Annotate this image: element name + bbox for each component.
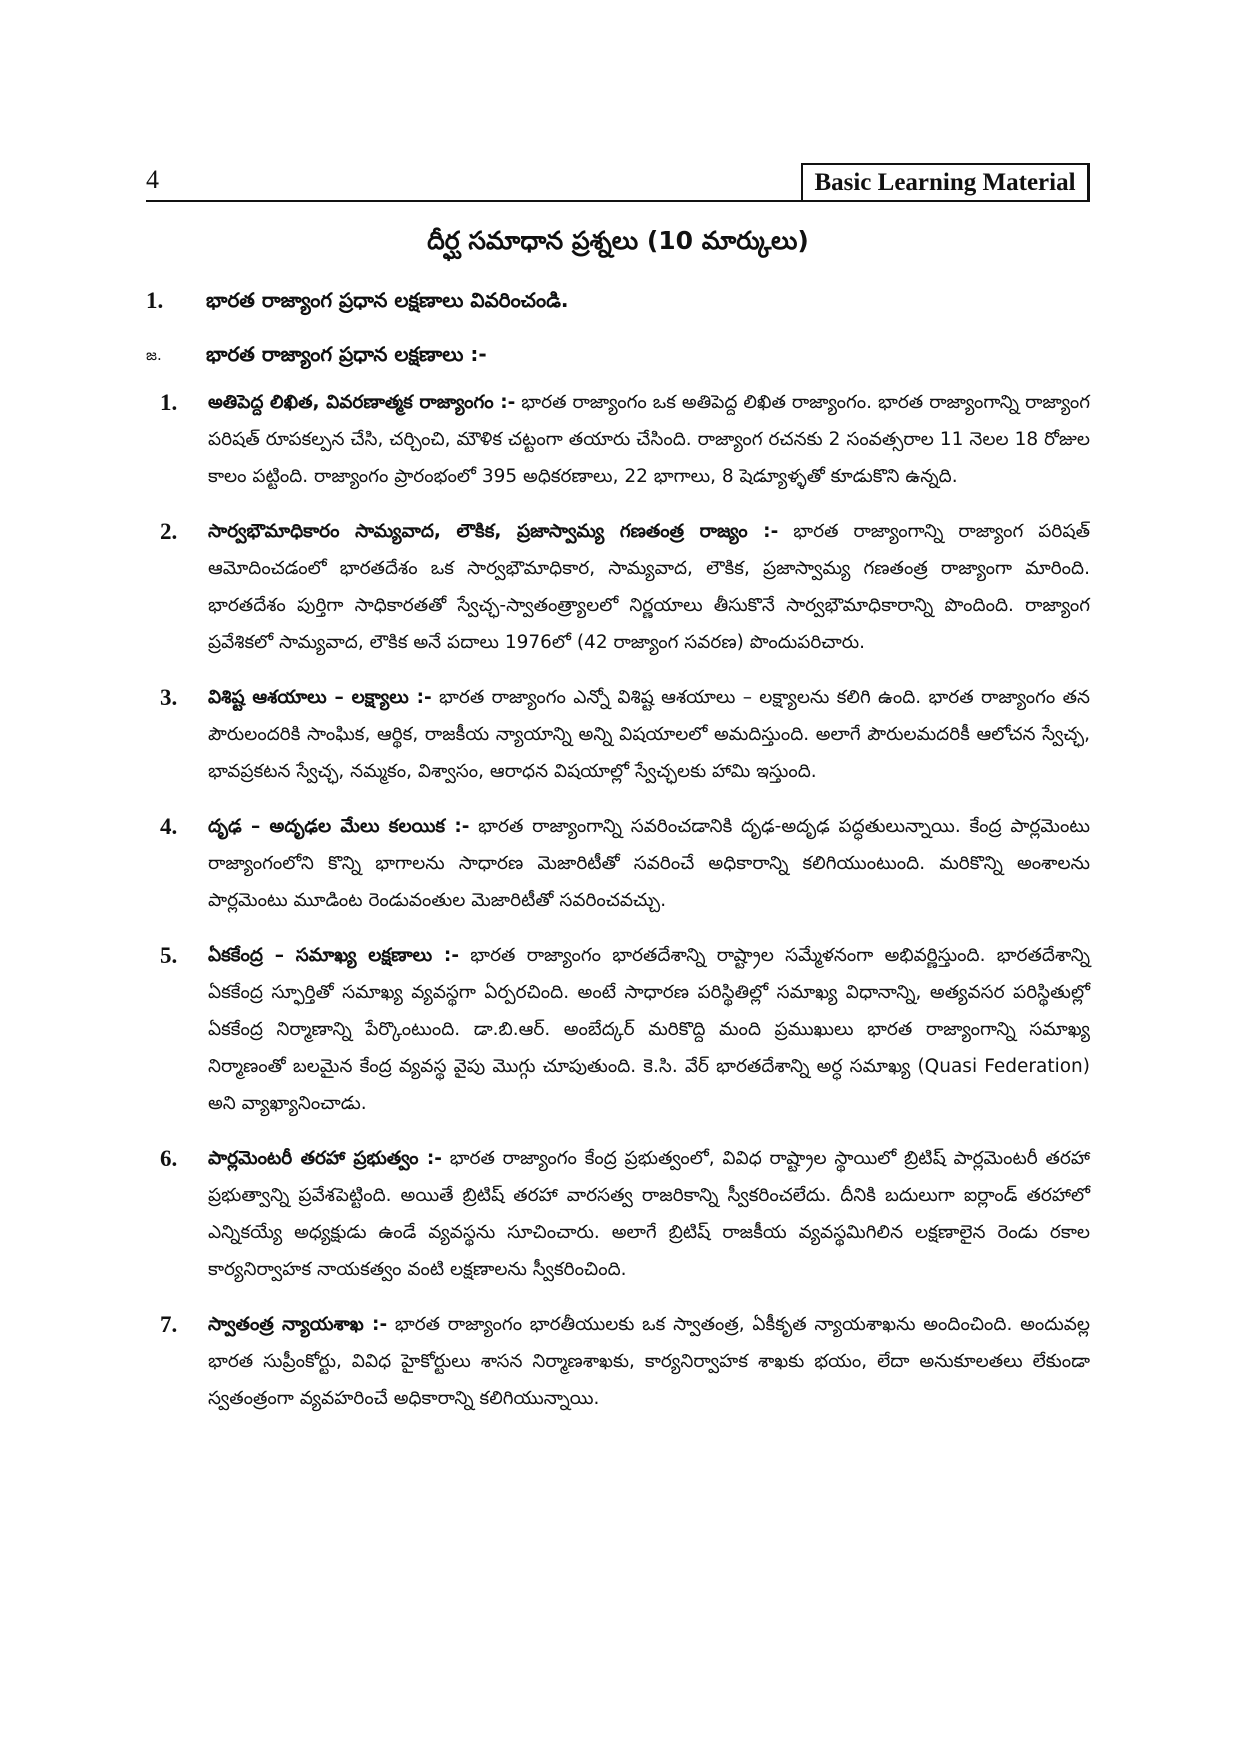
point-text: భారత రాజ్యాంగం భారతీయులకు ఒక స్వాతంత్ర, ఏకీకృత న్యాయశాఖను అందించింది. అందువల్ల భారత సుప్రీంకోర్టు, వివిధ హైకోర్టులు శాసన నిర్మాణశాఖకు, కార్యనిర్వాహక శాఖకు భయం, లేదా అనుకూలతలు లేకుండా స్వతంత్రంగా వ్యవహరించే అధికారాన్ని కలిగియున్నాయి. xyxy=(208,1314,1090,1409)
point-number: 4. xyxy=(160,814,178,839)
point-heading: దృఢ – అదృఢల మేలు కలయిక :- xyxy=(208,816,470,837)
point-heading: పార్లమెంటరీ తరహా ప్రభుత్వం :- xyxy=(208,1148,442,1169)
section-title: దీర్ఘ సమాధాన ప్రశ్నలు (10 మార్కులు) xyxy=(427,226,809,255)
answer-point-5 xyxy=(160,937,1090,1122)
answer-heading xyxy=(146,342,1090,371)
answer-label: జ. xyxy=(146,346,162,364)
point-text: భారత రాజ్యాంగం ఎన్నో విశిష్ట ఆశయాలు – లక్ష్యాలను కలిగి ఉంది. భారత రాజ్యాంగం తన పౌరులందరికి సాంఘిక, ఆర్థిక, రాజకీయ న్యాయాన్ని అన్ని విషయాలలో అమదిస్తుంది. అలాగే పౌరులమదరికీ ఆలోచన స్వేచ్ఛ, భావప్రకటన స్వేచ్ఛ, నమ్మకం, విశ్వాసం, ఆరాధన విషయాల్లో స్వేచ్ఛలకు హామి ఇస్తుంది. xyxy=(208,687,1090,782)
point-number: 6. xyxy=(160,1146,178,1171)
point-body xyxy=(208,808,1090,919)
point-heading: అతిపెద్ద లిఖిత, వివరణాత్మక రాజ్యాంగం :- xyxy=(208,392,516,413)
question-number: 1. xyxy=(146,288,164,313)
page-number: 4 xyxy=(146,165,159,194)
point-number: 2. xyxy=(160,519,178,544)
point-body xyxy=(208,384,1090,495)
answer-point-7 xyxy=(160,1306,1090,1417)
answer-point-1 xyxy=(160,384,1090,495)
question xyxy=(146,288,1090,317)
point-heading: సార్వభౌమాధికారం సామ్యవాద, లౌకిక, ప్రజాస్వామ్య గణతంత్ర రాజ్యం :- xyxy=(208,521,779,542)
answer-points-list xyxy=(160,384,1090,1435)
question-text: భారత రాజ్యాంగ ప్రధాన లక్షణాలు వివరించండి. xyxy=(206,288,569,312)
header-rule xyxy=(146,200,1090,202)
answer-point-6 xyxy=(160,1140,1090,1288)
point-body xyxy=(208,513,1090,661)
answer-point-3 xyxy=(160,679,1090,790)
point-number: 5. xyxy=(160,943,178,968)
answer-heading-text: భారత రాజ్యాంగ ప్రధాన లక్షణాలు :- xyxy=(206,342,487,366)
point-number: 1. xyxy=(160,390,178,415)
point-heading: స్వాతంత్ర న్యాయశాఖ :- xyxy=(208,1314,388,1335)
point-number: 3. xyxy=(160,685,178,710)
point-heading: విశిష్ట ఆశయాలు – లక్ష్యాలు :- xyxy=(208,687,432,708)
running-header-title: Basic Learning Material xyxy=(801,163,1090,201)
point-heading: ఏకకేంద్ర – సమాఖ్య లక్షణాలు :- xyxy=(208,945,460,966)
point-body xyxy=(208,937,1090,1122)
point-body xyxy=(208,1140,1090,1288)
point-text: భారత రాజ్యాంగం ఒక అతిపెద్ద లిఖిత రాజ్యాంగం. భారత రాజ్యాంగాన్ని రాజ్యాంగ పరిషత్ రూపకల్పన చేసి, చర్చించి, మౌళిక చట్టంగా తయారు చేసింది. రాజ్యాంగ రచనకు 2 సంవత్సరాల 11 నెలల 18 రోజుల కాలం పట్టింది. రాజ్యాంగం ప్రారంభంలో 395 అధికరణాలు, 22 భాగాలు, 8 షెడ్యూళ్ళతో కూడుకొని ఉన్నది. xyxy=(208,392,1090,487)
point-body xyxy=(208,1306,1090,1417)
point-number: 7. xyxy=(160,1312,178,1337)
point-text: భారత రాజ్యాంగం భారతదేశాన్ని రాష్ట్రాల సమ్మేళనంగా అభివర్ణిస్తుంది. భారతదేశాన్ని ఏకకేంద్ర స్ఫూర్తితో సమాఖ్య వ్యవస్థగా ఏర్పరచింది. అంటే సాధారణ పరిస్థితిల్లో సమాఖ్య విధానాన్ని, అత్యవసర పరిస్థితుల్లో ఏకకేంద్ర నిర్మాణాన్ని పేర్కొంటుంది. డా.బి.ఆర్. అంబేద్కర్ మరికొద్ది మంది ప్రముఖులు భారత రాజ్యాంగాన్ని సమాఖ్య నిర్మాణంతో బలమైన కేంద్ర వ్యవస్థ వైపు మొగ్గు చూపుతుంది. కె.సి. వేర్ భారతదేశాన్ని అర్ధ సమాఖ్య (Quasi Federation) అని వ్యాఖ్యానించాడు. xyxy=(208,945,1091,1114)
point-text: భారత రాజ్యాంగాన్ని సవరించడానికి దృఢ-అదృఢ పద్ధతులున్నాయి. కేంద్ర పార్లమెంటు రాజ్యాంగంలోని కొన్ని భాగాలను సాధారణ మెజారిటీతో సవరించే అధికారాన్ని కలిగియుంటుంది. మరికొన్ని అంశాలను పార్లమెంటు మూడింట రెండువంతుల మెజారిటీతో సవరించవచ్చు. xyxy=(208,816,1091,911)
point-text: భారత రాజ్యాంగం కేంద్ర ప్రభుత్వంలో, వివిధ రాష్ట్రాల స్థాయిలో బ్రిటిష్ పార్లమెంటరీ తరహా ప్రభుత్వాన్ని ప్రవేశపెట్టింది. అయితే బ్రిటిష్ తరహా వారసత్వ రాజరికాన్ని స్వీకరించలేదు. దీనికి బదులుగా ఐర్లాండ్ తరహాలో ఎన్నికయ్యే అధ్యక్షుడు ఉండే వ్యవస్థను సూచించారు. అలాగే బ్రిటిష్ రాజకీయ వ్యవస్థమిగిలిన లక్షణాలైన రెండు రకాల కార్యనిర్వాహక నాయకత్వం వంటి లక్షణాలను స్వీకరించింది. xyxy=(208,1148,1090,1280)
answer-point-2 xyxy=(160,513,1090,661)
answer-point-4 xyxy=(160,808,1090,919)
point-body xyxy=(208,679,1090,790)
point-text: భారత రాజ్యాంగాన్ని రాజ్యాంగ పరిషత్ ఆమోదించడంలో భారతదేశం ఒక సార్వభౌమాధికార, సామ్యవాద, లౌకిక, ప్రజాస్వామ్య గణతంత్ర రాజ్యాంగా మారింది. భారతదేశం పుర్తిగా సాధికారతతో స్వేచ్ఛ-స్వాతంత్ర్యాలలో నిర్ణయాలు తీసుకొనే సార్వభౌమాధికారాన్ని పొందింది. రాజ్యాంగ ప్రవేశికలో సామ్యవాద, లౌకిక అనే పదాలు 1976లో (42 రాజ్యాంగ సవరణ) పొందుపరిచారు. xyxy=(208,521,1090,653)
